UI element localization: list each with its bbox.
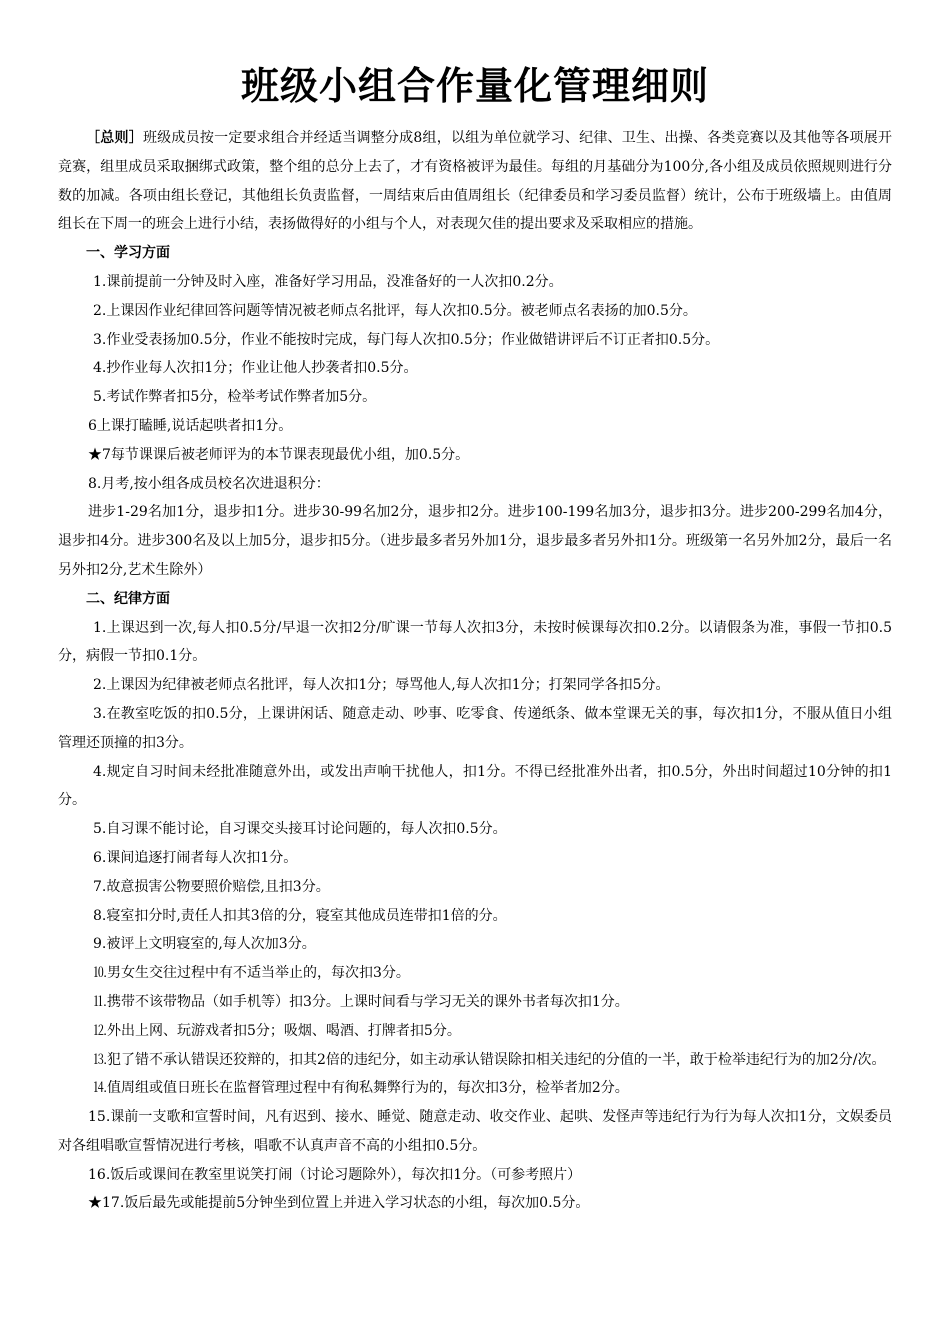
section-heading-discipline: 二、纪律方面	[86, 590, 170, 607]
discipline-item-9: 9.被评上文明寝室的,每人次加3分。	[93, 936, 316, 953]
discipline-item-3: 3.在教室吃饭的扣0.5分，上课讲闲话、随意走动、吵事、吃零食、传递纸条、做本堂课无关的事，每次扣1分，不服从值日小组管理还顶撞的扣3分。	[58, 705, 892, 751]
section-heading-study: 一、学习方面	[86, 245, 170, 262]
study-item-8-detail: 进步1-29名加1分，退步扣1分。进步30-99名加2分，退步扣2分。进步100-199名加3分，退步扣3分。进步200-299名加4分，退步扣4分。进步300名及以上加5分，退步扣5分。（进步最多者另外加1分，退步最多者另外扣1分。班级第一名另外加2分，最后一名另外扣2分,艺术生除外）	[58, 504, 892, 578]
study-item-6: 6上课打瞌睡,说话起哄者扣1分。	[88, 417, 293, 434]
discipline-item-2: 2.上课因为纪律被老师点名批评，每人次扣1分；辱骂他人,每人次扣1分；打架同学各扣5分。	[93, 677, 670, 694]
discipline-item-5: 5.自习课不能讨论，自习课交头接耳讨论问题的，每人次扣0.5分。	[93, 821, 507, 838]
discipline-item-14: ⒕值周组或值日班长在监督管理过程中有徇私舞弊行为的，每次扣3分，检举者加2分。	[93, 1080, 629, 1097]
study-item-8: 8.月考,按小组各成员校名次进退积分：	[88, 475, 330, 492]
discipline-item-10: ⒑男女生交往过程中有不适当举止的，每次扣3分。	[93, 965, 410, 982]
study-item-7: ★7每节课课后被老师评为的本节课表现最优小组，加0.5分。	[88, 446, 470, 463]
discipline-item-1: 1.上课迟到一次,每人扣0.5分/早退一次扣2分/旷课一节每人次扣3分，未按时候课每次扣0.2分。以请假条为准，事假一节扣0.5分，病假一节扣0.1分。	[58, 619, 892, 665]
study-item-3: 3.作业受表扬加0.5分，作业不能按时完成，每门每人次扣0.5分；作业做错讲评后不订正者扣0.5分。	[93, 331, 720, 348]
discipline-item-16: 16.饭后或课间在教室里说笑打闹（讨论习题除外），每次扣1分。（可参考照片）	[88, 1166, 582, 1183]
intro-text: 班级成员按一定要求组合并经适当调整分成8组，以组为单位就学习、纪律、卫生、出操、各类竞赛以及其他等各项展开竞赛，组里成员采取捆绑式政策，整个组的总分上去了，才有资格被评为最佳。每组的月基础分为100分,各小组及成员依照规则进行分数的加减。各项由组长登记，其他组长负责监督，一周结束后由值周组长（纪律委员和学习委员监督）统计，公布于班级墙上。由值周组长在下周一的班会上进行小结，表扬做得好的小组与个人，对表现欠佳的提出要求及采取相应的措施。	[58, 130, 893, 233]
document-title: 班级小组合作量化管理细则	[240, 64, 709, 108]
intro-tag: ［总则］	[86, 130, 143, 146]
discipline-item-4: 4.规定自习时间未经批准随意外出，或发出声响干扰他人，扣1分。不得已经批准外出者，扣0.5分，外出时间超过10分钟的扣1分。	[58, 763, 892, 809]
intro-paragraph	[58, 124, 892, 239]
study-item-4: 4.抄作业每人次扣1分；作业让他人抄袭者扣0.5分。	[93, 360, 418, 377]
discipline-item-8: 8.寝室扣分时,责任人扣其3倍的分，寝室其他成员连带扣1倍的分。	[93, 907, 507, 924]
study-item-5: 5.考试作弊者扣5分，检举考试作弊者加5分。	[93, 389, 377, 406]
discipline-item-13: ⒔犯了错不承认错误还狡辩的，扣其2倍的违纪分，如主动承认错误除扣相关违纪的分值的一半，敢于检举违纪行为的加2分/次。	[93, 1051, 886, 1068]
discipline-item-12: ⒓外出上网、玩游戏者扣5分；吸烟、喝酒、打牌者扣5分。	[93, 1022, 461, 1039]
study-item-1: 1.课前提前一分钟及时入座，准备好学习用品，没准备好的一人次扣0.2分。	[93, 273, 563, 290]
discipline-item-6: 6.课间追逐打闹者每人次扣1分。	[93, 849, 298, 866]
discipline-item-15: 15.课前一支歌和宣誓时间，凡有迟到、接水、睡觉、随意走动、收交作业、起哄、发怪声等违纪行为行为每人次扣1分，文娱委员对各组唱歌宣誓情况进行考核，唱歌不认真声音不高的小组扣0.5分。	[58, 1109, 892, 1154]
discipline-item-11: ⒒携带不该带物品（如手机等）扣3分。上课时间看与学习无关的课外书者每次扣1分。	[93, 993, 629, 1010]
discipline-item-7: 7.故意损害公物要照价赔偿,且扣3分。	[93, 878, 330, 895]
discipline-item-17: ★17.饭后最先或能提前5分钟坐到位置上并进入学习状态的小组，每次加0.5分。	[88, 1195, 590, 1212]
study-item-2: 2.上课因作业纪律回答问题等情况被老师点名批评，每人次扣0.5分。被老师点名表扬的加0.5分。	[93, 302, 697, 319]
